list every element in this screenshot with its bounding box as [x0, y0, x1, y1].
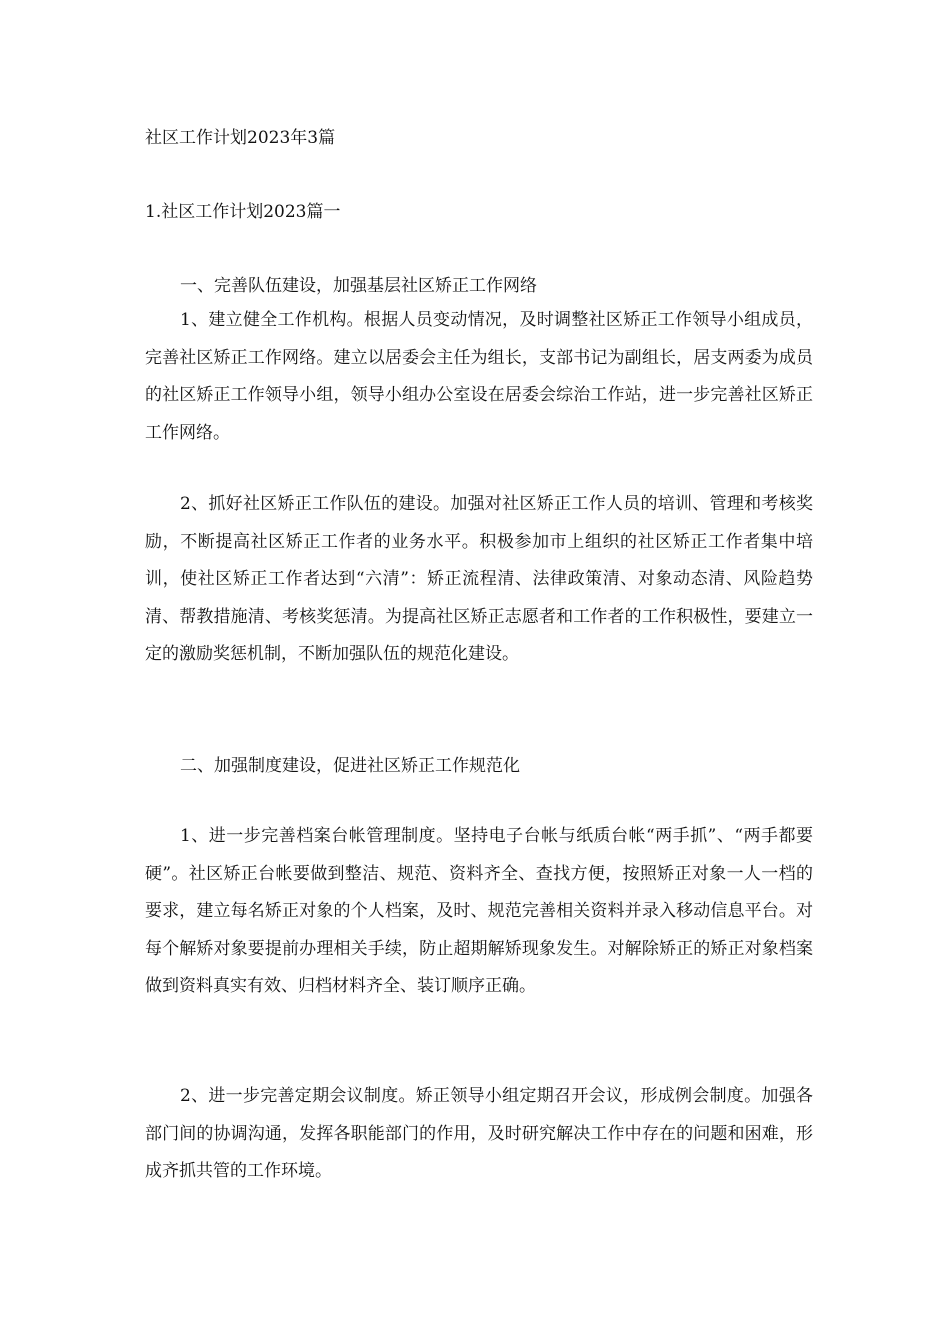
paragraph-1-2: 2、抓好社区矫正工作队伍的建设。加强对社区矫正工作人员的培训、管理和考核奖励，不断提高社区矫正工作者的业务水平。积极参加市上组织的社区矫正工作者集中培训，使社区矫正工作者达到“六清”：矫正流程清、法律政策清、对象动态清、风险趋势清、帮教措施清、考核奖惩清。为提高社区矫正志愿者和工作者的工作积极性，要建立一定的激励奖惩机制，不断加强队伍的规范化建设。	[145, 494, 813, 664]
document-title: 社区工作计划2023年3篇	[145, 128, 336, 148]
heading-1: 一、完善队伍建设，加强基层社区矫正工作网络	[180, 276, 537, 296]
paragraph-2-1: 1、进一步完善档案台帐管理制度。坚持电子台帐与纸质台帐“两手抓”、“两手都要硬”。社区矫正台帐要做到整洁、规范、资料齐全、查找方便，按照矫正对象一人一档的要求，建立每名矫正对象的个人档案，及时、规范完善相关资料并录入移动信息平台。对每个解矫对象要提前办理相关手续，防止超期解矫现象发生。对解除矫正的矫正对象档案做到资料真实有效、归档材料齐全、装订顺序正确。	[145, 826, 813, 996]
section-title: 1.社区工作计划2023篇一	[145, 202, 341, 222]
paragraph-1-1: 1、建立健全工作机构。根据人员变动情况，及时调整社区矫正工作领导小组成员，完善社区矫正工作网络。建立以居委会主任为组长，支部书记为副组长，居支两委为成员的社区矫正工作领导小组，领导小组办公室设在居委会综治工作站，进一步完善社区矫正工作网络。	[145, 310, 813, 443]
heading-2: 二、加强制度建设，促进社区矫正工作规范化	[180, 756, 520, 776]
paragraph-2-2: 2、进一步完善定期会议制度。矫正领导小组定期召开会议，形成例会制度。加强各部门间的协调沟通，发挥各职能部门的作用，及时研究解决工作中存在的问题和困难，形成齐抓共管的工作环境。	[145, 1086, 813, 1181]
